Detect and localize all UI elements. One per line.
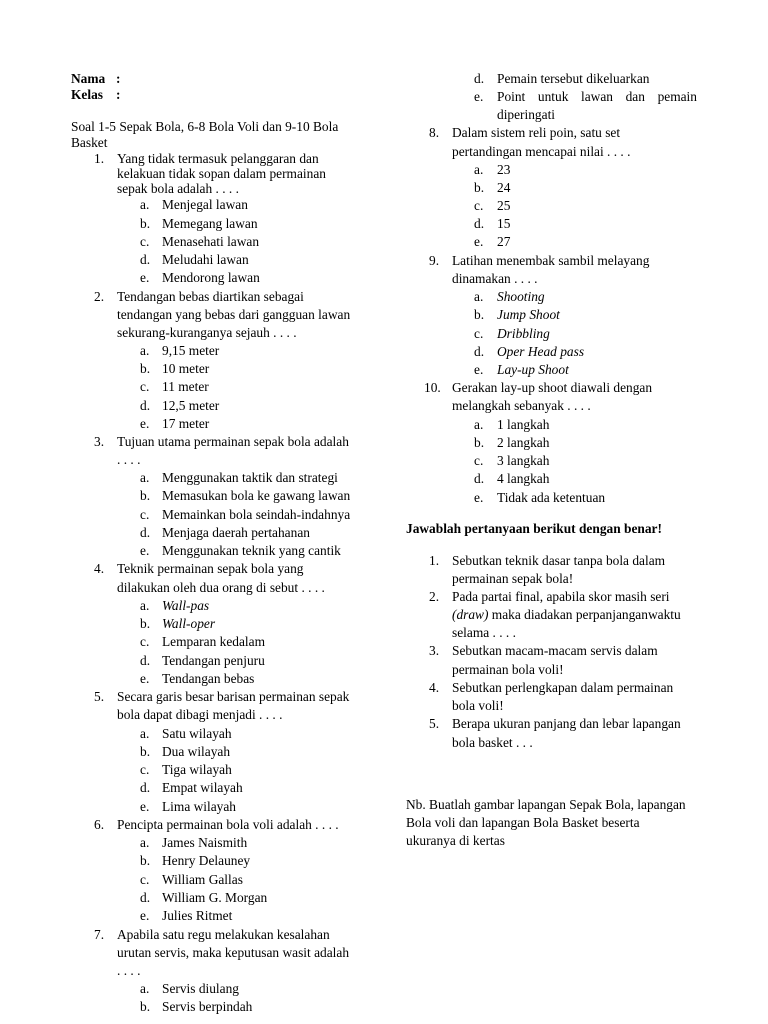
question-number: 10. xyxy=(424,380,441,395)
question-number: 9. xyxy=(429,253,440,268)
option-text: 2 langkah xyxy=(497,435,550,450)
option-text: Lima wilayah xyxy=(162,799,236,814)
option-letter: e. xyxy=(474,362,484,377)
option-text: Dribbling xyxy=(497,326,550,341)
kelas-label: Kelas xyxy=(71,87,103,102)
option-text: James Naismith xyxy=(162,835,248,850)
option-letter: a. xyxy=(140,726,150,741)
question-text: dilakukan oleh dua orang di sebut . . . . xyxy=(117,580,325,595)
question-text: tendangan yang bebas dari gangguan lawan xyxy=(117,307,351,322)
option-letter: b. xyxy=(474,307,485,322)
option-letter: d. xyxy=(474,71,485,86)
option-letter: a. xyxy=(140,835,150,850)
question-text: Latihan menembak sambil melayang xyxy=(452,253,650,268)
option-letter: e. xyxy=(140,799,150,814)
option-text: 23 xyxy=(497,162,511,177)
option-text: Wall-pas xyxy=(162,598,210,613)
option-text: Memegang lawan xyxy=(162,216,258,231)
option-word: Point xyxy=(497,89,526,104)
option-text: Lemparan kedalam xyxy=(162,634,265,649)
option-text: 12,5 meter xyxy=(162,398,220,413)
option-letter: a. xyxy=(140,197,150,212)
essay-number: 4. xyxy=(429,680,440,695)
option-word: untuk xyxy=(537,89,569,104)
option-text: Shooting xyxy=(497,289,545,304)
question-text: kelakuan tidak sopan dalam permainan xyxy=(117,166,326,181)
option-text: William G. Morgan xyxy=(162,890,268,905)
option-letter: e. xyxy=(140,270,150,285)
question-text: Secara garis besar barisan permainan sepak xyxy=(117,689,350,704)
option-letter: e. xyxy=(140,543,150,558)
option-text: 11 meter xyxy=(162,379,209,394)
question-text: Gerakan lay-up shoot diawali dengan xyxy=(452,380,653,395)
option-letter: b. xyxy=(140,216,151,231)
option-letter: d. xyxy=(474,344,485,359)
option-word: pemain xyxy=(657,89,697,104)
question-text: sekurang-kuranganya sejauh . . . . xyxy=(117,325,297,340)
option-letter: d. xyxy=(140,653,151,668)
option-text: 3 langkah xyxy=(497,453,550,468)
option-text: Menjegal lawan xyxy=(162,197,248,212)
option-letter: e. xyxy=(474,89,484,104)
option-text: Jump Shoot xyxy=(497,307,560,322)
question-text: Yang tidak termasuk pelanggaran dan xyxy=(117,151,319,166)
option-text: Memasukan bola ke gawang lawan xyxy=(162,488,351,503)
option-letter: c. xyxy=(140,379,150,394)
nama-colon: : xyxy=(116,71,121,86)
option-text: Empat wilayah xyxy=(162,780,243,795)
option-letter: c. xyxy=(140,234,150,249)
question-text: . . . . xyxy=(117,963,141,978)
note-text: ukuranya di kertas xyxy=(406,833,505,848)
option-letter: e. xyxy=(474,490,484,505)
question-text: melangkah sebanyak . . . . xyxy=(452,398,591,413)
option-letter: a. xyxy=(474,289,484,304)
question-number: 1. xyxy=(94,151,105,166)
option-text: 1 langkah xyxy=(497,417,550,432)
option-text: 15 xyxy=(497,216,511,231)
option-letter: d. xyxy=(474,216,485,231)
option-letter: a. xyxy=(140,598,150,613)
essay-number: 1. xyxy=(429,553,440,568)
option-text: 25 xyxy=(497,198,511,213)
option-letter: b. xyxy=(140,361,151,376)
option-text: Tidak ada ketentuan xyxy=(497,490,606,505)
option-text: Henry Delauney xyxy=(162,853,251,868)
intro-line-2: Basket xyxy=(71,135,108,150)
option-text: Satu wilayah xyxy=(162,726,232,741)
option-letter: d. xyxy=(474,471,485,486)
question-text: Tujuan utama permainan sepak bola adalah xyxy=(117,434,349,449)
essay-text: Pada partai final, apabila skor masih seri xyxy=(452,589,670,604)
question-text: pertandingan mencapai nilai . . . . xyxy=(452,144,631,159)
essay-heading: Jawablah pertanyaan berikut dengan benar! xyxy=(406,521,662,536)
option-text: Tiga wilayah xyxy=(162,762,232,777)
essay-text: Sebutkan macam-macam servis dalam xyxy=(452,643,658,658)
question-text: Tendangan bebas diartikan sebagai xyxy=(117,289,304,304)
essay-number: 2. xyxy=(429,589,440,604)
option-text: diperingati xyxy=(497,107,556,122)
question-text: Apabila satu regu melakukan kesalahan xyxy=(117,927,330,942)
option-letter: c. xyxy=(140,872,150,887)
option-text: Servis berpindah xyxy=(162,999,253,1014)
option-text: Servis diulang xyxy=(162,981,239,996)
option-text-justified xyxy=(497,89,697,105)
option-text: Menggunakan teknik yang cantik xyxy=(162,543,341,558)
option-text: Oper Head pass xyxy=(497,344,585,359)
essay-text: permainan sepak bola! xyxy=(452,571,574,586)
option-text: 10 meter xyxy=(162,361,210,376)
option-letter: c. xyxy=(474,198,484,213)
option-text: Pemain tersebut dikeluarkan xyxy=(497,71,650,86)
option-text: 9,15 meter xyxy=(162,343,220,358)
question-text: Dalam sistem reli poin, satu set xyxy=(452,125,621,140)
option-text: Menasehati lawan xyxy=(162,234,260,249)
essay-text: Berapa ukuran panjang dan lebar lapangan xyxy=(452,716,681,731)
option-letter: d. xyxy=(140,525,151,540)
option-word: lawan xyxy=(581,89,613,104)
option-letter: c. xyxy=(474,453,484,468)
question-text: Teknik permainan sepak bola yang xyxy=(117,561,304,576)
option-word: dan xyxy=(625,89,645,104)
option-text: 27 xyxy=(497,234,511,249)
option-letter: b. xyxy=(474,180,485,195)
essay-text-mixed xyxy=(452,607,681,623)
option-letter: c. xyxy=(140,507,150,522)
essay-number: 5. xyxy=(429,716,440,731)
question-number: 3. xyxy=(94,434,105,449)
option-text: Lay-up Shoot xyxy=(497,362,569,377)
option-letter: d. xyxy=(140,252,151,267)
option-letter: b. xyxy=(140,744,151,759)
question-text: . . . . xyxy=(117,452,141,467)
option-letter: d. xyxy=(140,398,151,413)
kelas-colon: : xyxy=(116,87,121,102)
option-letter: c. xyxy=(140,762,150,777)
option-letter: d. xyxy=(140,780,151,795)
option-letter: b. xyxy=(140,616,151,631)
option-letter: b. xyxy=(140,488,151,503)
nama-label: Nama xyxy=(71,71,106,86)
question-text: dinamakan . . . . xyxy=(452,271,538,286)
option-letter: e. xyxy=(474,234,484,249)
option-letter: a. xyxy=(140,981,150,996)
question-number: 7. xyxy=(94,927,105,942)
option-text: Mendorong lawan xyxy=(162,270,260,285)
option-text: Memainkan bola seindah-indahnya xyxy=(162,507,351,522)
note-text: Nb. Buatlah gambar lapangan Sepak Bola, lapangan xyxy=(406,797,686,812)
option-letter: a. xyxy=(140,343,150,358)
option-letter: e. xyxy=(140,416,150,431)
option-letter: b. xyxy=(140,853,151,868)
essay-text: selama . . . . xyxy=(452,625,516,640)
essay-text: Sebutkan teknik dasar tanpa bola dalam xyxy=(452,553,666,568)
essay-text-rest: maka diadakan perpanjanganwaktu xyxy=(488,607,681,622)
option-letter: e. xyxy=(140,671,150,686)
intro-line-1: Soal 1-5 Sepak Bola, 6-8 Bola Voli dan 9-10 Bola xyxy=(71,119,339,134)
option-letter: b. xyxy=(474,435,485,450)
question-number: 8. xyxy=(429,125,440,140)
option-letter: b. xyxy=(140,999,151,1014)
question-text: sepak bola adalah . . . . xyxy=(117,181,239,196)
option-letter: a. xyxy=(474,417,484,432)
option-text: Dua wilayah xyxy=(162,744,231,759)
option-letter: a. xyxy=(474,162,484,177)
option-letter: a. xyxy=(140,470,150,485)
question-text: bola dapat dibagi menjadi . . . . xyxy=(117,707,283,722)
option-letter: c. xyxy=(474,326,484,341)
essay-text: permainan bola voli! xyxy=(452,662,564,677)
option-text: Meludahi lawan xyxy=(162,252,249,267)
option-letter: c. xyxy=(140,634,150,649)
note-text: Bola voli dan lapangan Bola Basket beserta xyxy=(406,815,640,830)
option-letter: d. xyxy=(140,890,151,905)
question-number: 6. xyxy=(94,817,105,832)
option-text: Tendangan bebas xyxy=(162,671,255,686)
option-text: Wall-oper xyxy=(162,616,216,631)
essay-text: Sebutkan perlengkapan dalam permainan xyxy=(452,680,674,695)
essay-number: 3. xyxy=(429,643,440,658)
question-text: Pencipta permainan bola voli adalah . . . . xyxy=(117,817,339,832)
question-number: 2. xyxy=(94,289,105,304)
option-text: Menggunakan taktik dan strategi xyxy=(162,470,338,485)
option-text: William Gallas xyxy=(162,872,243,887)
option-text: Menjaga daerah pertahanan xyxy=(162,525,310,540)
essay-text: bola voli! xyxy=(452,698,504,713)
question-number: 4. xyxy=(94,561,105,576)
essay-italic-term: (draw) xyxy=(452,607,489,622)
essay-text: bola basket . . . xyxy=(452,735,533,750)
question-number: 5. xyxy=(94,689,105,704)
option-text: Julies Ritmet xyxy=(162,908,233,923)
option-text: Tendangan penjuru xyxy=(162,653,265,668)
question-text: urutan servis, maka keputusan wasit adalah xyxy=(117,945,350,960)
option-text: 24 xyxy=(497,180,511,195)
option-letter: e. xyxy=(140,908,150,923)
option-text: 17 meter xyxy=(162,416,210,431)
option-text: 4 langkah xyxy=(497,471,550,486)
